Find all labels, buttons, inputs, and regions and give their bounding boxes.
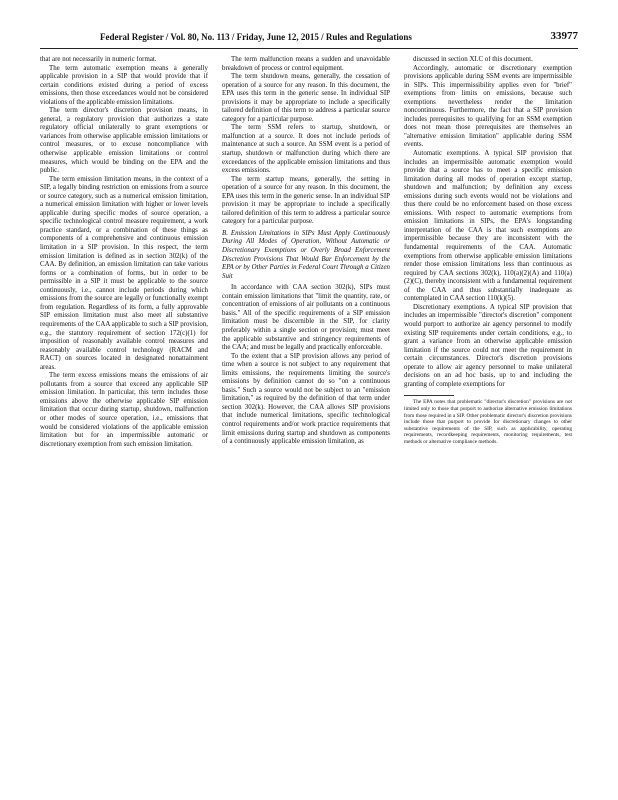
paragraph: Accordingly, automatic or discretionary exemption provisions applicable during SSM events are impermissible in SIPs. This impermissibility applies even for "brief" exemptions from limits on emissions, because such exemptions nevertheless render the limitation noncontinuous. Furthermore, the fact that a SIP provision includes prerequisites to qualifying for an SSM exemption does not mean those prerequisites are themselves an "alternative emission limitation" applicable during SSM events. [404,64,572,149]
paragraph: The term excess emissions means the emissions of air pollutants from a source that exceed any applicable SIP emission limitation. In particular, this term includes those emissions above the otherwise applicable SIP emission limitation that occur during startup, shutdown, malfunction or other modes of source operation, i.e., emissions that would be considered violations of the applicable emission limitation but for an impermissible automatic or discretionary exemption from such emission limitation. [40,372,208,448]
paragraph: The term startup means, generally, the setting in operation of a source for any reason. In this document, the EPA uses this term in the generic sense. In an individual SIP provision it may be appropriate to include a specifically tailored definition of this term to address a particular source category for a particular purpose. [222,175,390,226]
paragraph: Automatic exemptions. A typical SIP provision that includes an impermissible automatic exemption would provide that a source has to meet a specific emission limitation during all modes of operation except startup, shutdown and malfunction; by definition any excess emissions during such events would not be violations and thus there could be no enforcement based on those excess emissions. With respect to automatic exemptions from emission limitations in SIPs, the EPA's longstanding interpretation of the CAA is that such exemptions are impermissible because they are inconsistent with the fundamental requirements of the CAA. Automatic exemptions from otherwise applicable emission limitations render those emission limitations less than continuous as required by CAA sections 302(k), 110(a)(2)(A) and 110(a)(2)(C), thereby inconsistent with a fundamental requirement of the CAA and thus substantially inadequate as contemplated in CAA section 110(k)(5). [404,150,572,303]
paragraph: The term automatic exemption means a generally applicable provision in a SIP that would provide that if certain conditions existed during a period of excess emissions, then those exceedances would not be considered violations of the applicable emission limitations. [40,64,208,106]
paragraph: The term emission limitation means, in the context of a SIP, a legally binding restriction on emissions from a source or source category, such as a numerical emission limitation, a numerical emission limitation with higher or lower levels applicable during specific modes of source operation, a specific technological control measure requirement, a work practice standard, or a combination of these things as components of a comprehensive and continuous emission limitation in a SIP provision. In this respect, the term emission limitation is defined as in section 302(k) of the CAA. By definition, an emission limitation can take various forms or a combination of forms, but in order to be permissible in a SIP it must be applicable to the source continuously, i.e., cannot include periods during which emissions from the source are legally or functionally exempt from regulation. Regardless of its form, a fully approvable SIP emission limitation must also meet all substantive requirements of the CAA applicable to such a SIP provision, e.g., the statutory requirement of section 172(c)(1) for imposition of reasonably available control measures and reasonably available control technology (RACM and RACT) on sources located in designated nonattainment areas. [40,175,208,371]
paragraph: The term SSM refers to startup, shutdown, or malfunction at a source. It does not include periods of maintenance at such a source. An SSM event is a period of startup, shutdown or malfunction during which there are exceedances of the applicable emission limitations and thus excess emissions. [222,124,390,175]
header-rule [40,48,578,49]
paragraph: The term shutdown means, generally, the cessation of operation of a source for any reason. In this document, the EPA uses this term in the generic sense. In individual SIP provisions it may be appropriate to include a specifically tailored definition of this term to address a particular source category for a particular purpose. [222,73,390,123]
page-number: 33977 [550,30,578,42]
text-column-3-body [404,56,572,389]
paragraph: The term director's discretion provision means, in general, a regulatory provision that authorizes a state regulatory official unilaterally to grant exemptions or variances from otherwise applicable emission limitations or control measures, or to excuse noncompliance with otherwise applicable emission limitations or control measures, which would be binding on the EPA and the public. [40,107,208,175]
footnote-rule [404,395,454,396]
text-column-3 [404,56,572,768]
running-header-title: Federal Register / Vol. 80, No. 113 / Friday, June 12, 2015 / Rules and Regulations [100,32,412,42]
text-column-1 [40,56,208,768]
footnote: The EPA notes that problematic "director's discretion" provisions are not limited only to those that purport to authorize alternative emission limitations from those required in a SIP. Other problematic director's discretion provisions include those that purport to provide for discretionary changes to other substantive requirements of the SIP, such as applicability, operating requirements, recordkeeping requirements, monitoring requirements, test methods or alternative compliance methods. [404,399,572,445]
paragraph: To the extent that a SIP provision allows any period of time when a source is not subject to any requirement that limits emissions, the requirements limiting the source's emissions by definition cannot do so "on a continuous basis." Such a source would not be subject to an "emission limitation," as required by the definition of that term under section 302(k). However, the CAA allows SIP provisions that include numerical limitations, specific technological control requirements and/or work practice requirements that limit emissions during startup and shutdown as components of a continuously applicable emission limitation, as [222,352,390,446]
page-header [40,30,578,46]
paragraph: Discretionary exemptions. A typical SIP provision that includes an impermissible "director's discretion" component would purport to authorize air agency personnel to modify existing SIP requirements under certain conditions, e.g., to grant a variance from an otherwise applicable emission limitation if the source could not meet the requirement in certain circumstances. Director's discretion provisions operate to allow air agency personnel to make unilateral decisions on an ad hoc basis, up to and including the granting of complete exemptions for [404,303,572,388]
text-column-2 [222,56,390,768]
paragraph: discussed in section XI.C of this document. [413,56,533,63]
paragraph: The term malfunction means a sudden and unavoidable breakdown of process or control equipment. [222,56,390,72]
section-heading: B. Emission Limitations in SIPs Must Apply Continuously During All Modes of Operation, Without Automatic or Discretionary Exemptions or Overly Broad Enforcement Discretion Provisions That Would Bar Enforcement by the EPA or by Other Parties in Federal Court Through a Citizen Suit [222,229,390,280]
paragraph: In accordance with CAA section 302(k), SIPs must contain emission limitations that "limit the quantity, rate, or concentration of emissions of air pollutants on a continuous basis." All of the specific requirements of a SIP emission limitation must be discernible in the SIP, for clarity preferably within a single section or provision; must meet the applicable substantive and stringency requirements of the CAA; and must be legally and practically enforceable. [222,284,390,352]
paragraph: that are not necessarily in numeric format. [40,56,157,63]
